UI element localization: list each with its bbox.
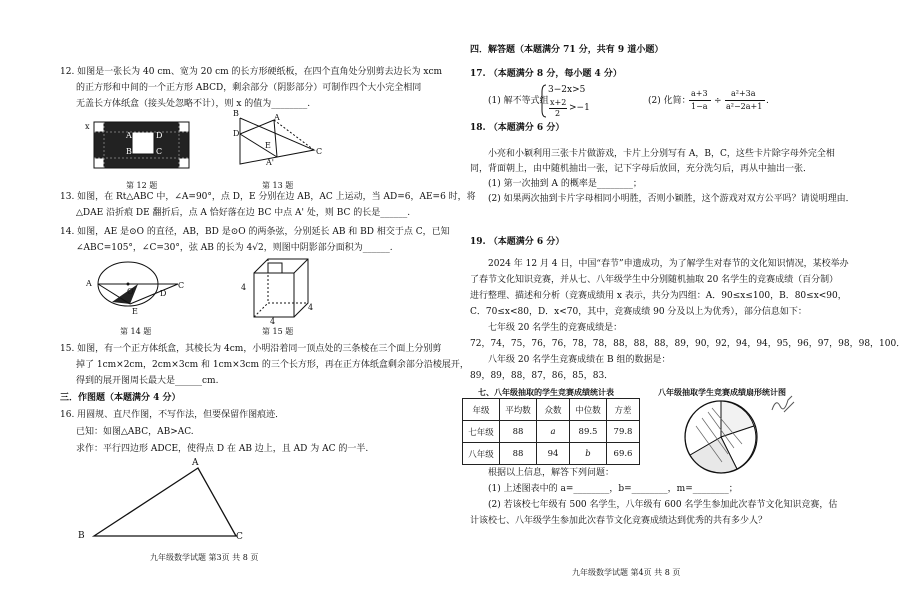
q16-line3: 求作：平行四边形 ADCE，使得点 D 在 AB 边上，且 AD 为 AC 的一半.	[76, 444, 369, 454]
table-cell: 94	[537, 443, 570, 465]
table-cell: b	[570, 443, 607, 465]
q14-line1: 14. 如图，AE 是⊙O 的直径，AB，BD 是⊙O 的两条弦，分别延长 AB 和 BD 相交于点 C，已知	[60, 227, 450, 237]
fig12-label-d: D	[156, 131, 163, 140]
figure-15	[250, 255, 310, 323]
fig14-label-d: D	[160, 289, 167, 298]
table-row	[463, 421, 640, 443]
stats-table-title: 七、八年级抽取的学生竞赛成绩统计表	[478, 387, 614, 397]
q19-part1: (1) 上述图表中的 a=________，b=________，m=________；	[488, 484, 738, 494]
fig13-label-d: D	[233, 129, 240, 138]
expression-end: .	[766, 96, 769, 106]
table-cell: 88	[500, 443, 537, 465]
q13-line2: △DAE 沿折痕 DE 翻折后，点 A 恰好落在边 BC 中点 A' 处，则 BC 的长是______.	[76, 208, 411, 218]
q17-part2-label: (2) 化简：	[648, 96, 691, 106]
left-footer: 九年级数学试题 第3页 共 8 页	[150, 553, 259, 562]
q19-part2-line1: (2) 若该校七年级有 500 名学生，八年级有 600 名学生参加此次春节文化知识竞赛，估	[488, 500, 838, 510]
q17-heading: 17. （本题满分 8 分，每小题 4 分）	[470, 69, 622, 79]
table-cell: 八年级	[463, 443, 500, 465]
fig15-dim-right: 4	[308, 303, 314, 312]
fig13-label-c: C	[316, 147, 323, 156]
triangle-label-b: B	[78, 531, 85, 541]
q19-instructions: 根据以上信息，解答下列问题：	[488, 468, 615, 478]
table-header: 年级	[463, 399, 500, 421]
table-header: 中位数	[570, 399, 607, 421]
system-brace	[541, 84, 547, 118]
section-3-heading: 三．作图题（本题满分 4 分）	[60, 393, 181, 403]
fig13-label-a-prime: A'	[266, 158, 274, 167]
fraction-2-denominator: a²−2a+1	[726, 102, 763, 111]
table-cell: a	[537, 421, 570, 443]
pie-chart-title: 八年级抽取学生竞赛成绩扇形统计图	[658, 387, 786, 397]
triangle-label-c: C	[236, 532, 243, 542]
fig12-label-c: C	[156, 147, 163, 156]
fig12-label-x: x	[85, 122, 90, 131]
q18-part2: (2) 如果两次抽到卡片字母相同小明胜，否则小颖胜，这个游戏对双方公平吗？请说明理由．	[488, 194, 855, 204]
table-header-row	[463, 399, 640, 421]
table-header: 方差	[607, 399, 640, 421]
q18-line1: 小亮和小颖利用三张卡片做游戏，卡片上分别写有 A，B，C，这些卡片除字母外完全相	[488, 149, 835, 159]
fig13-label-a: A	[274, 113, 280, 122]
right-page	[430, 0, 905, 609]
q19-line4: C．70≤x<80，D．x<70，其中，竞赛成绩 90 分及以上为优秀），部分信息如下：	[470, 307, 807, 317]
fig12-caption: 第 12 题	[126, 181, 158, 190]
fig14-label-e: E	[132, 307, 138, 316]
q18-part1: (1) 第一次抽到 A 的概率是________；	[488, 179, 642, 189]
q12-line2: 的正方形和中间的一个正方形 ABCD，剩余部分（阴影部分）可制作四个大小完全相同	[76, 83, 422, 93]
q19-grade7-scores-label: 七年级 20 名学生的竞赛成绩是：	[488, 323, 623, 333]
fig13-label-e: E	[265, 141, 271, 150]
table-cell: 69.6	[607, 443, 640, 465]
q12-line1: 12. 如图是一张长为 40 cm、宽为 20 cm 的长方形硬纸板，在四个直角处分别剪去边长为 xcm	[60, 67, 443, 77]
q16-line1: 16. 用圆规、直尺作图，不写作法，但要保留作图痕迹．	[60, 410, 285, 420]
q19-line3: 进行整理、描述和分析（竞赛成绩用 x 表示，共分为四组：A．90≤x≤100，B．80≤x<90，	[470, 291, 847, 301]
fig15-dim-left: 4	[241, 283, 247, 292]
fraction-1-denominator: 1−a	[691, 102, 708, 111]
fig12-label-b: B	[126, 147, 132, 156]
fraction-2-numerator: a²+3a	[731, 89, 756, 98]
q19-grade8-b-label: 八年级 20 名学生竞赛成绩在 B 组的数据是：	[488, 355, 671, 365]
q16-line2: 已知：如图△ABC，AB>AC.	[76, 427, 194, 437]
scribble-mark	[770, 394, 796, 414]
q19-line2: 了春节文化知识竞赛，并从七、八年级学生中分别随机抽取 20 名学生的竞赛成绩（百分制）	[470, 275, 839, 285]
table-cell: 89.5	[570, 421, 607, 443]
q15-line3: 得到的展开图周长最大是______cm.	[76, 376, 219, 386]
fraction-1-numerator: a+3	[691, 89, 708, 98]
fig14-label-a: A	[86, 279, 92, 288]
fig13-caption: 第 13 题	[262, 181, 294, 190]
fig12-label-a: A	[126, 131, 132, 140]
table-cell: 79.8	[607, 421, 640, 443]
q17-part1-label: (1) 解不等式组	[488, 96, 549, 106]
q19-part2-line2: 计该校七、八年级学生参加此次春节文化竞赛成绩达到优秀的共有多少人？	[470, 516, 768, 526]
fig14-caption: 第 14 题	[120, 327, 152, 336]
table-header: 平均数	[500, 399, 537, 421]
q19-heading: 19. （本题满分 6 分）	[470, 237, 565, 247]
fig14-label-o: O	[127, 287, 134, 296]
table-cell: 88	[500, 421, 537, 443]
q15-line2: 掉了 1cm×2cm，2cm×3cm 和 1cm×3cm 的三个长方形，再在正方体纸盒剩余部分沿棱展开，	[76, 360, 469, 370]
table-cell: 七年级	[463, 421, 500, 443]
figure-12	[92, 120, 192, 172]
stats-table	[462, 398, 640, 465]
inequality-1: 3−2x>5	[548, 85, 586, 95]
inequality-2-denominator: 2	[555, 109, 561, 118]
table-row	[463, 443, 640, 465]
q13-line1: 13. 如图，在 Rt△ABC 中，∠A=90°，点 D，E 分别在边 AB，AC 上运动，当 AD=6，AE=6 时，将	[60, 192, 476, 202]
fig15-caption: 第 15 题	[262, 327, 294, 336]
inequality-2-numerator: x+2	[550, 98, 567, 107]
q19-grade7-scores: 72，74，75，76，76，78，78，88，88，88，89，90，92，94，94，95，96，97，98，98，100．	[470, 339, 905, 349]
fig14-label-c: C	[178, 281, 185, 290]
division-sign: ÷	[714, 96, 722, 106]
right-footer: 九年级数学试题 第4页 共 8 页	[572, 568, 681, 577]
q14-line2: ∠ABC=105°，∠C=30°，弦 AB 的长为 4√2，则图中阴影部分面积为______.	[76, 243, 393, 253]
q12-line3: 无盖长方体纸盒（接头处忽略不计），则 x 的值为________.	[76, 99, 311, 109]
inequality-2-rest: >−1	[569, 103, 590, 113]
section-4-heading: 四．解答题（本题满分 71 分，共有 9 道小题）	[470, 45, 664, 55]
table-header: 众数	[537, 399, 570, 421]
fig15-dim-bottom: 4	[270, 317, 276, 326]
triangle-label-a: A	[192, 458, 199, 468]
q19-line1: 2024 年 12 月 4 日，中国“春节”申遗成功，为了解学生对春节的文化知识情况，某校举办	[488, 259, 849, 269]
fig13-label-b: B	[233, 109, 239, 118]
q18-line2: 同，背面朝上，由中随机抽出一张，记下字母后放回，充分洗匀后，再从中抽出一张．	[470, 164, 813, 174]
triangle-abc	[90, 464, 250, 540]
q19-grade8-b-data: 89，89，88，87，86，85，83．	[470, 371, 614, 381]
q18-heading: 18. （本题满分 6 分）	[470, 123, 565, 133]
q15-line1: 15. 如图，有一个正方体纸盒，其棱长为 4cm，小明沿着同一顶点处的三条棱在三个面上分别剪	[60, 344, 442, 354]
grade8-pie-chart	[682, 398, 760, 476]
